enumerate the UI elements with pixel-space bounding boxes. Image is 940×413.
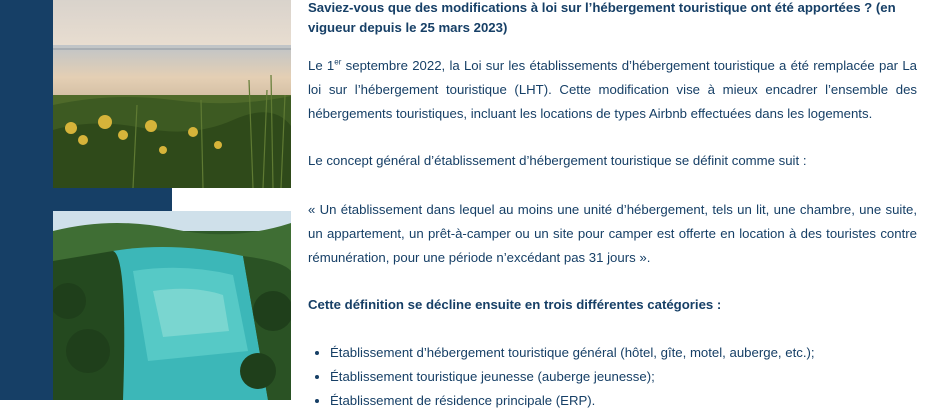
paragraph-definition-quote: « Un établissement dans lequel au moins une unité d’hébergement, tels un lit, une chambre, une suite, un appartement, un prêt-à-camper ou un site pour camper est offerte en location à des touristes contre rémunération, pour une période n’excédant pas 31 jours ». <box>308 202 917 265</box>
turquoise-river-photo <box>53 211 291 400</box>
lake-shore-photo <box>53 0 291 188</box>
list-item: • Établissement d’hébergement touristique général (hôtel, gîte, motel, auberge, etc.); <box>330 341 917 365</box>
ordinal-superscript: er <box>334 57 342 67</box>
article-heading: Saviez-vous que des modifications à loi sur l’hébergement touristique ont été apportées ? (en vigueur depuis le 25 mars 2023) <box>308 0 896 35</box>
decorative-navy-bar-lower <box>0 211 53 400</box>
paragraph-law-change <box>308 54 917 126</box>
list-item: • Établissement touristique jeunesse (auberge jeunesse); <box>330 365 917 389</box>
paragraph-law-change-prefix: Le 1 <box>308 58 335 73</box>
paragraph-categories-intro: Cette définition se décline ensuite en trois différentes catégories : <box>308 297 722 312</box>
paragraph-concept-intro: Le concept général d’établissement d’hébergement touristique se définit comme suit : <box>308 153 807 168</box>
list-item: • Établissement de résidence principale (ERP). <box>330 389 917 413</box>
paragraph-law-change-text: septembre 2022, la Loi sur les établissements d’hébergement touristique a été remplacée par La loi sur l’hébergement touristique (LHT). Cette modification vise à mieux encadrer l’ensemble des hébergements touristiques, incluant les locations de types Airbnb effectuées dans les logements. <box>308 58 917 121</box>
categories-list <box>308 341 917 413</box>
